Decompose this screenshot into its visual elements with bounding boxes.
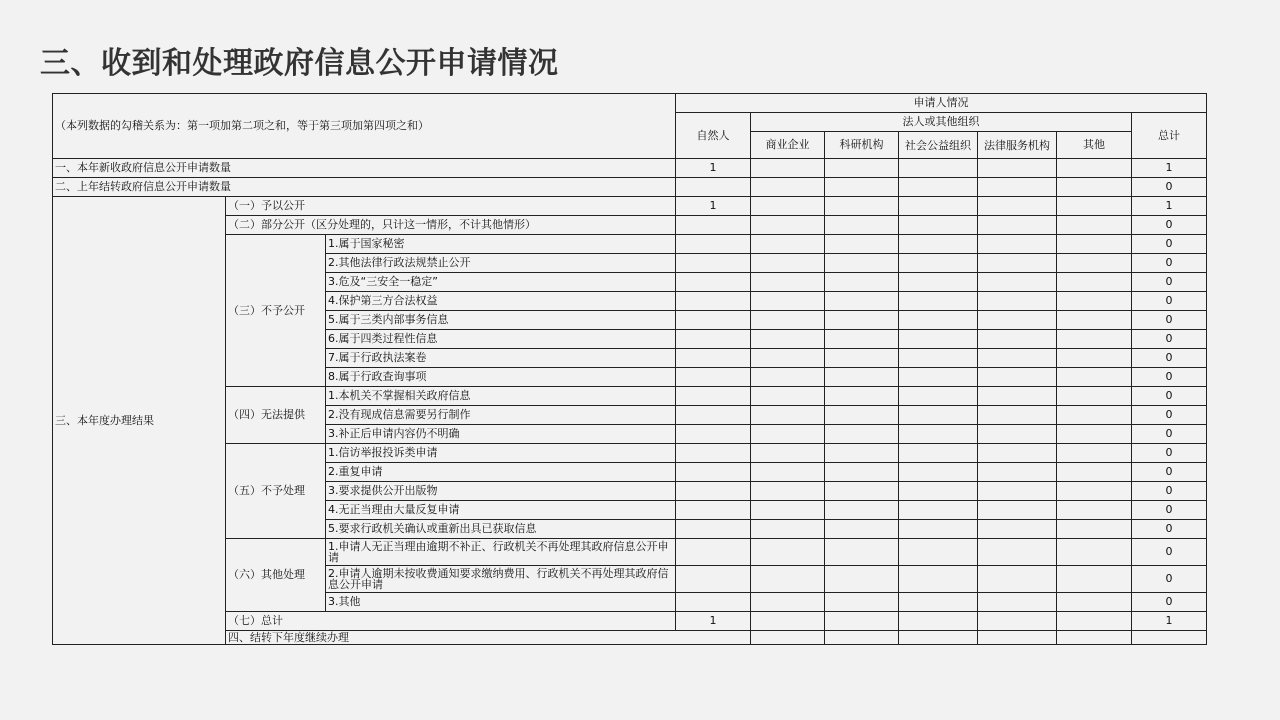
table-row: 2.申请人逾期未按收费通知要求缴纳费用、行政机关不再处理其政府信息公开申请 0 bbox=[53, 566, 1207, 593]
table-note: （本列数据的勾稽关系为：第一项加第二项之和，等于第三项加第四项之和） bbox=[53, 94, 676, 159]
table-row: 四、结转下年度继续办理 bbox=[53, 631, 1207, 645]
table-row: 8.属于行政查询事项 0 bbox=[53, 368, 1207, 387]
table-row: 4.保护第三方合法权益 0 bbox=[53, 292, 1207, 311]
legal-person-header: 法人或其他组织 bbox=[751, 113, 1132, 132]
table-row: 3.补正后申请内容仍不明确 0 bbox=[53, 425, 1207, 444]
table-row: （二）部分公开（区分处理的，只计这一情形，不计其他情形） 0 bbox=[53, 216, 1207, 235]
group-label: （四）无法提供 bbox=[226, 387, 326, 444]
sub-header-business: 商业企业 bbox=[751, 132, 825, 159]
table-row: 5.属于三类内部事务信息 0 bbox=[53, 311, 1207, 330]
table-row: 7.属于行政执法案卷 0 bbox=[53, 349, 1207, 368]
table-row: 3.要求提供公开出版物 0 bbox=[53, 482, 1207, 501]
table-row: 4.无正当理由大量反复申请 0 bbox=[53, 501, 1207, 520]
sub-header-legal-service: 法律服务机构 bbox=[978, 132, 1057, 159]
natural-person-header: 自然人 bbox=[676, 113, 751, 159]
table-row: （七）总计 1 1 bbox=[53, 612, 1207, 631]
table-row: 6.属于四类过程性信息 0 bbox=[53, 330, 1207, 349]
disclosure-request-table bbox=[52, 93, 1207, 645]
table-row: 2.没有现成信息需要另行制作 0 bbox=[53, 406, 1207, 425]
table-row: （五）不予处理 1.信访举报投诉类申请 0 bbox=[53, 444, 1207, 463]
table-row: 三、本年度办理结果 （一）予以公开 1 1 bbox=[53, 197, 1207, 216]
results-section-label: 三、本年度办理结果 bbox=[53, 197, 226, 645]
sub-header-public-welfare: 社会公益组织 bbox=[899, 132, 978, 159]
table-row: （三）不予公开 1.属于国家秘密 0 bbox=[53, 235, 1207, 254]
table-row: （六）其他处理 1.申请人无正当理由逾期不补正、行政机关不再处理其政府信息公开申请 0 bbox=[53, 539, 1207, 566]
group-label: （六）其他处理 bbox=[226, 539, 326, 612]
table-row: 2.其他法律行政法规禁止公开 0 bbox=[53, 254, 1207, 273]
table-row: 二、上年结转政府信息公开申请数量 0 bbox=[53, 178, 1207, 197]
sub-header-other: 其他 bbox=[1057, 132, 1132, 159]
table-row: 3.其他 0 bbox=[53, 593, 1207, 612]
table-row: 5.要求行政机关确认或重新出具已获取信息 0 bbox=[53, 520, 1207, 539]
table-row: 3.危及“三安全一稳定” 0 bbox=[53, 273, 1207, 292]
group-label: （三）不予公开 bbox=[226, 235, 326, 387]
group-label: （五）不予处理 bbox=[226, 444, 326, 539]
table-row: （四）无法提供 1.本机关不掌握相关政府信息 0 bbox=[53, 387, 1207, 406]
applicant-header: 申请人情况 bbox=[676, 94, 1207, 113]
table-row: 2.重复申请 0 bbox=[53, 463, 1207, 482]
page-title: 三、收到和处理政府信息公开申请情况 bbox=[40, 46, 559, 81]
total-header: 总计 bbox=[1132, 113, 1207, 159]
sub-header-research: 科研机构 bbox=[825, 132, 899, 159]
table-row: 一、本年新收政府信息公开申请数量 1 1 bbox=[53, 159, 1207, 178]
